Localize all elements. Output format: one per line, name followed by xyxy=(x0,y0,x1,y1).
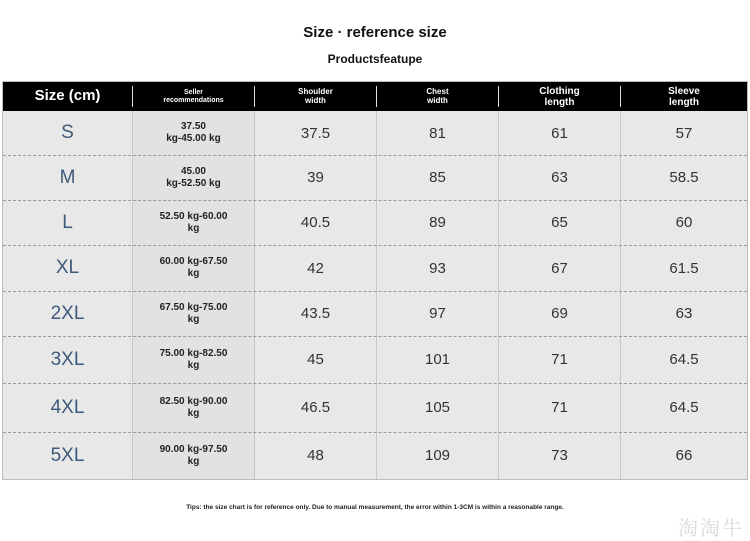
seller-rec-line1: 52.50 kg-60.00 xyxy=(159,210,228,222)
header-shoulder-line1: Shoulder xyxy=(298,86,333,96)
cell-sleeve-length: 64.5 xyxy=(669,351,699,368)
header-chest-line1: Chest xyxy=(426,86,449,96)
cell-size: XL xyxy=(55,257,80,278)
cell-clothing-length: 71 xyxy=(551,351,568,368)
cell-clothing-length: 73 xyxy=(551,447,568,464)
cell-sleeve-length: 63 xyxy=(675,305,693,322)
seller-rec-line1: 45.00 xyxy=(180,165,206,177)
row-divider xyxy=(3,245,747,246)
header-chest-line2: width xyxy=(427,95,448,105)
seller-rec-line1: 60.00 kg-67.50 xyxy=(159,256,228,267)
header-seller-line1: Seller xyxy=(183,88,204,96)
tips-note: Tips: the size chart is for reference only. Due to manual measurement, the error within 1-3CM is within a reasonable range. xyxy=(186,504,564,511)
seller-rec-line1: 67.50 kg-75.00 xyxy=(159,301,228,313)
header-clothing-length xyxy=(499,82,620,111)
table-row xyxy=(3,291,747,336)
cell-size: 4XL xyxy=(50,396,85,418)
seller-rec-line1: 75.00 kg-82.50 xyxy=(159,347,228,359)
row-divider xyxy=(3,155,747,156)
header-sleeve-length xyxy=(621,82,747,111)
table-row xyxy=(3,336,747,383)
table-row xyxy=(3,383,747,432)
header-clothing-line1: Clothing xyxy=(539,85,580,97)
cell-shoulder-width: 39 xyxy=(307,169,324,186)
cell-chest-width: 85 xyxy=(429,169,446,186)
cell-clothing-length: 61 xyxy=(551,124,568,142)
page-title: Size · reference size xyxy=(303,24,447,41)
cell-chest-width: 105 xyxy=(424,399,451,416)
cell-chest-width: 89 xyxy=(429,214,446,231)
header-sleeve-line1: Sleeve xyxy=(668,85,700,97)
cell-chest-width: 81 xyxy=(429,124,446,142)
row-divider xyxy=(3,200,747,201)
seller-rec-line2: kg xyxy=(187,222,200,234)
header-size-label: Size (cm) xyxy=(34,87,101,105)
watermark-logo: 淘淘牛 xyxy=(678,518,744,540)
row-divider xyxy=(3,383,747,384)
cell-clothing-length: 67 xyxy=(551,259,568,277)
cell-shoulder-width: 37.5 xyxy=(300,124,331,142)
cell-seller-recommendation xyxy=(133,336,254,383)
cell-seller-recommendation xyxy=(133,383,254,432)
header-sleeve-line2: length xyxy=(669,96,699,108)
cell-shoulder-width: 48 xyxy=(307,447,324,464)
cell-size: S xyxy=(61,122,74,143)
cell-seller-recommendation xyxy=(133,111,254,155)
cell-sleeve-length: 64.5 xyxy=(669,399,699,416)
header-seller-recommendations xyxy=(133,82,254,111)
table-row xyxy=(3,432,747,479)
seller-rec-line2: kg-52.50 kg xyxy=(166,177,221,189)
cell-clothing-length: 63 xyxy=(551,169,568,186)
cell-sleeve-length: 60 xyxy=(675,214,693,231)
cell-shoulder-width: 45 xyxy=(307,351,324,368)
cell-shoulder-width: 46.5 xyxy=(300,399,331,416)
cell-seller-recommendation xyxy=(133,155,254,200)
cell-shoulder-width: 40.5 xyxy=(300,214,331,231)
row-divider xyxy=(3,336,747,337)
seller-rec-line2: kg-45.00 kg xyxy=(166,133,221,144)
cell-clothing-length: 69 xyxy=(551,305,568,322)
cell-size: M xyxy=(59,166,76,188)
row-divider xyxy=(3,432,747,433)
page-subtitle: Productsfeatupe xyxy=(327,52,423,66)
header-chest-width xyxy=(377,82,498,111)
seller-rec-line2: kg xyxy=(187,268,200,279)
cell-size: L xyxy=(62,211,73,233)
cell-seller-recommendation xyxy=(133,245,254,291)
header-seller-line2: recommendations xyxy=(163,96,224,104)
cell-shoulder-width: 42 xyxy=(307,259,324,277)
seller-rec-line1: 90.00 kg-97.50 xyxy=(159,443,228,455)
cell-clothing-length: 71 xyxy=(551,399,568,416)
cell-clothing-length: 65 xyxy=(551,214,568,231)
cell-chest-width: 101 xyxy=(424,351,451,368)
header-shoulder-line2: width xyxy=(305,95,326,105)
size-chart-table xyxy=(2,81,748,480)
cell-chest-width: 97 xyxy=(429,305,446,322)
cell-seller-recommendation xyxy=(133,291,254,336)
cell-shoulder-width: 43.5 xyxy=(300,305,331,322)
seller-rec-line1: 37.50 xyxy=(180,121,206,132)
header-size xyxy=(3,82,132,111)
seller-rec-line2: kg xyxy=(187,407,200,419)
seller-rec-line2: kg xyxy=(187,359,200,371)
seller-rec-line2: kg xyxy=(187,455,200,467)
header-shoulder-width xyxy=(255,82,376,111)
cell-sleeve-length: 61.5 xyxy=(669,259,699,277)
cell-sleeve-length: 66 xyxy=(675,447,693,464)
cell-size: 3XL xyxy=(50,348,85,370)
cell-seller-recommendation xyxy=(133,200,254,245)
cell-size: 5XL xyxy=(50,444,85,466)
cell-chest-width: 109 xyxy=(424,447,451,464)
cell-seller-recommendation xyxy=(133,432,254,479)
table-row xyxy=(3,111,747,155)
cell-chest-width: 93 xyxy=(429,259,446,277)
seller-rec-line2: kg xyxy=(187,313,200,325)
row-divider xyxy=(3,291,747,292)
cell-size: 2XL xyxy=(50,302,85,324)
seller-rec-line1: 82.50 kg-90.00 xyxy=(159,395,228,407)
cell-sleeve-length: 58.5 xyxy=(669,169,699,186)
cell-sleeve-length: 57 xyxy=(675,124,693,142)
header-clothing-line2: length xyxy=(544,96,575,108)
table-row xyxy=(3,155,747,200)
table-row xyxy=(3,245,747,291)
table-row xyxy=(3,200,747,245)
table-header-row xyxy=(3,82,747,111)
